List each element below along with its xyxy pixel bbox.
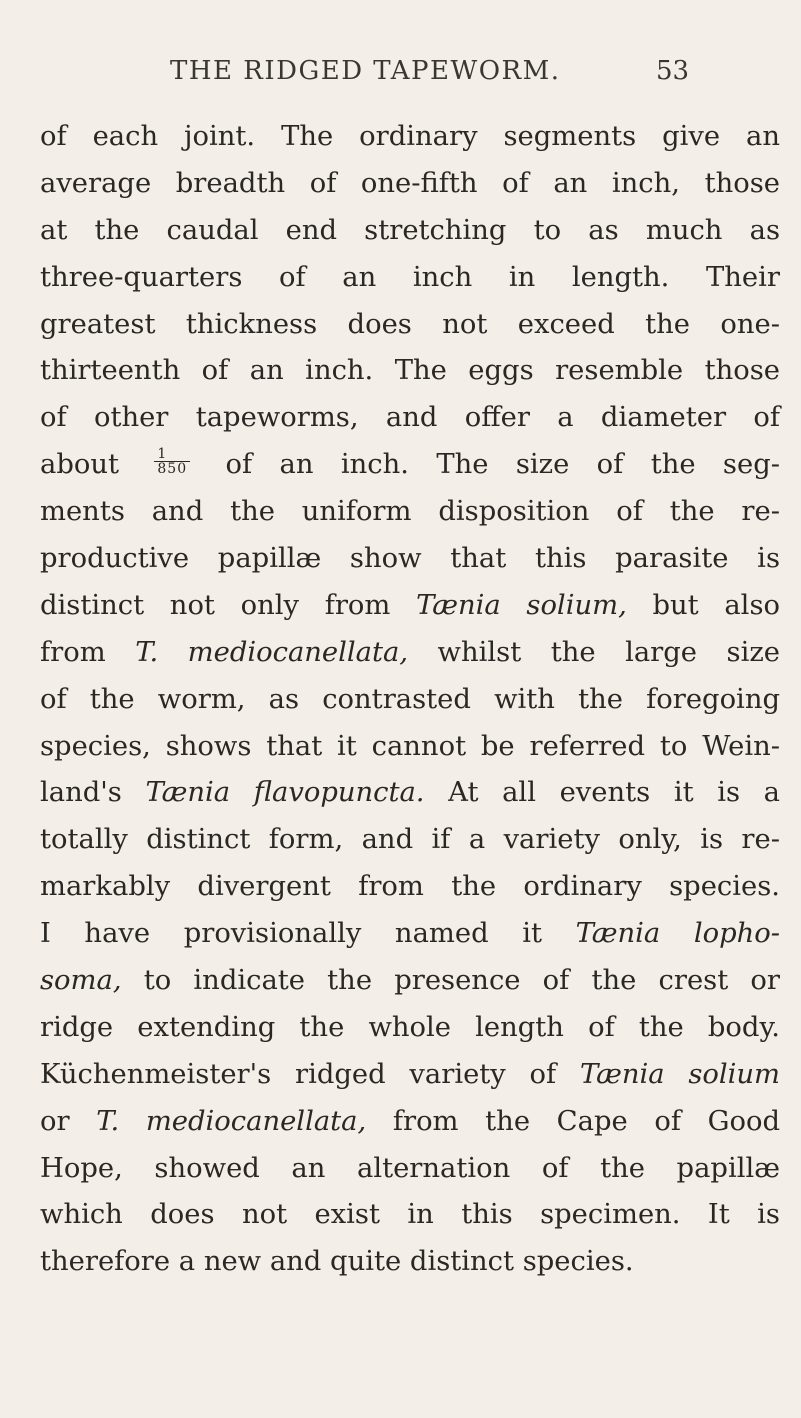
text-span: species, shows that it cannot be referred to Wein-: [40, 730, 780, 762]
text-span: but also: [626, 589, 780, 621]
text-span: to indicate the presence of the crest or: [121, 965, 780, 997]
text-line: [40, 114, 780, 161]
fraction: [154, 447, 190, 477]
text-span: markably divergent from the ordinary species.: [40, 871, 780, 903]
body-paragraph: [40, 114, 780, 1286]
text-line: [40, 348, 780, 395]
italic-term: T. mediocanellata,: [135, 636, 409, 668]
text-span: therefore a new and quite distinct species.: [40, 1246, 634, 1278]
text-line: [40, 583, 780, 630]
text-line: [40, 1005, 780, 1052]
text-span: whilst the large size: [408, 636, 780, 668]
text-span: of an inch. The size of the seg-: [198, 449, 780, 481]
text-line: [40, 489, 780, 536]
text-line: [40, 958, 780, 1005]
text-span: ridge extending the whole length of the body.: [40, 1011, 780, 1043]
text-line: [40, 1146, 780, 1193]
fraction-denominator: 850: [157, 461, 188, 478]
text-span: of other tapeworms, and offer a diameter of: [40, 402, 780, 434]
text-span: productive papillæ show that this parasite is: [40, 543, 780, 575]
text-line: [40, 395, 780, 442]
text-line: [40, 1239, 780, 1286]
text-span: totally distinct form, and if a variety only, is re-: [40, 824, 780, 856]
text-line: [40, 161, 780, 208]
italic-term: Tænia solium: [579, 1058, 781, 1090]
text-span: or: [40, 1105, 97, 1137]
fraction-numerator: 1: [154, 447, 190, 463]
text-line: [40, 1052, 780, 1099]
text-line: [40, 724, 780, 771]
text-line: [40, 864, 780, 911]
text-line: [40, 911, 780, 958]
text-span: from the Cape of Good: [366, 1105, 780, 1137]
text-span: ments and the uniform disposition of the re-: [40, 496, 780, 528]
italic-term: Tænia lopho-: [575, 918, 780, 950]
text-span: at the caudal end stretching to as much as: [40, 214, 780, 246]
text-line: [40, 442, 780, 489]
text-span: of the worm, as contrasted with the foregoing: [40, 683, 780, 715]
text-span: distinct not only from: [40, 589, 417, 621]
text-span: which does not exist in this specimen. It is: [40, 1199, 780, 1231]
text-line: [40, 817, 780, 864]
text-line: [40, 630, 780, 677]
italic-term: soma,: [40, 965, 122, 997]
running-title: THE RIDGED TAPEWORM.: [170, 56, 561, 86]
text-line: [40, 255, 780, 302]
text-span: from: [40, 636, 136, 668]
text-span: land's: [40, 777, 146, 809]
text-line: [40, 677, 780, 724]
text-line: [40, 536, 780, 583]
text-span: Hope, showed an alternation of the papillæ: [40, 1152, 780, 1184]
page-header: [0, 56, 801, 96]
italic-term: T. mediocanellata,: [96, 1105, 367, 1137]
text-span: greatest thickness does not exceed the one-: [40, 308, 780, 340]
text-line: [40, 302, 780, 349]
text-span: of each joint. The ordinary segments give an: [40, 121, 780, 152]
text-span: three-quarters of an inch in length. Their: [40, 261, 780, 293]
text-line: [40, 1192, 780, 1239]
text-span: thirteenth of an inch. The eggs resemble those: [40, 355, 780, 387]
text-span: At all events it is a: [424, 777, 781, 809]
text-line: [40, 770, 780, 817]
page-number: 53: [656, 56, 690, 86]
text-span: about: [40, 449, 147, 481]
italic-term: Tænia solium,: [416, 589, 627, 621]
text-line: [40, 208, 780, 255]
text-span: I have provisionally named it: [40, 918, 576, 950]
text-span: average breadth of one-fifth of an inch, those: [40, 167, 780, 199]
text-span: Küchenmeister's ridged variety of: [40, 1058, 580, 1090]
italic-term: Tænia flavopuncta.: [145, 777, 425, 809]
text-line: [40, 1099, 780, 1146]
